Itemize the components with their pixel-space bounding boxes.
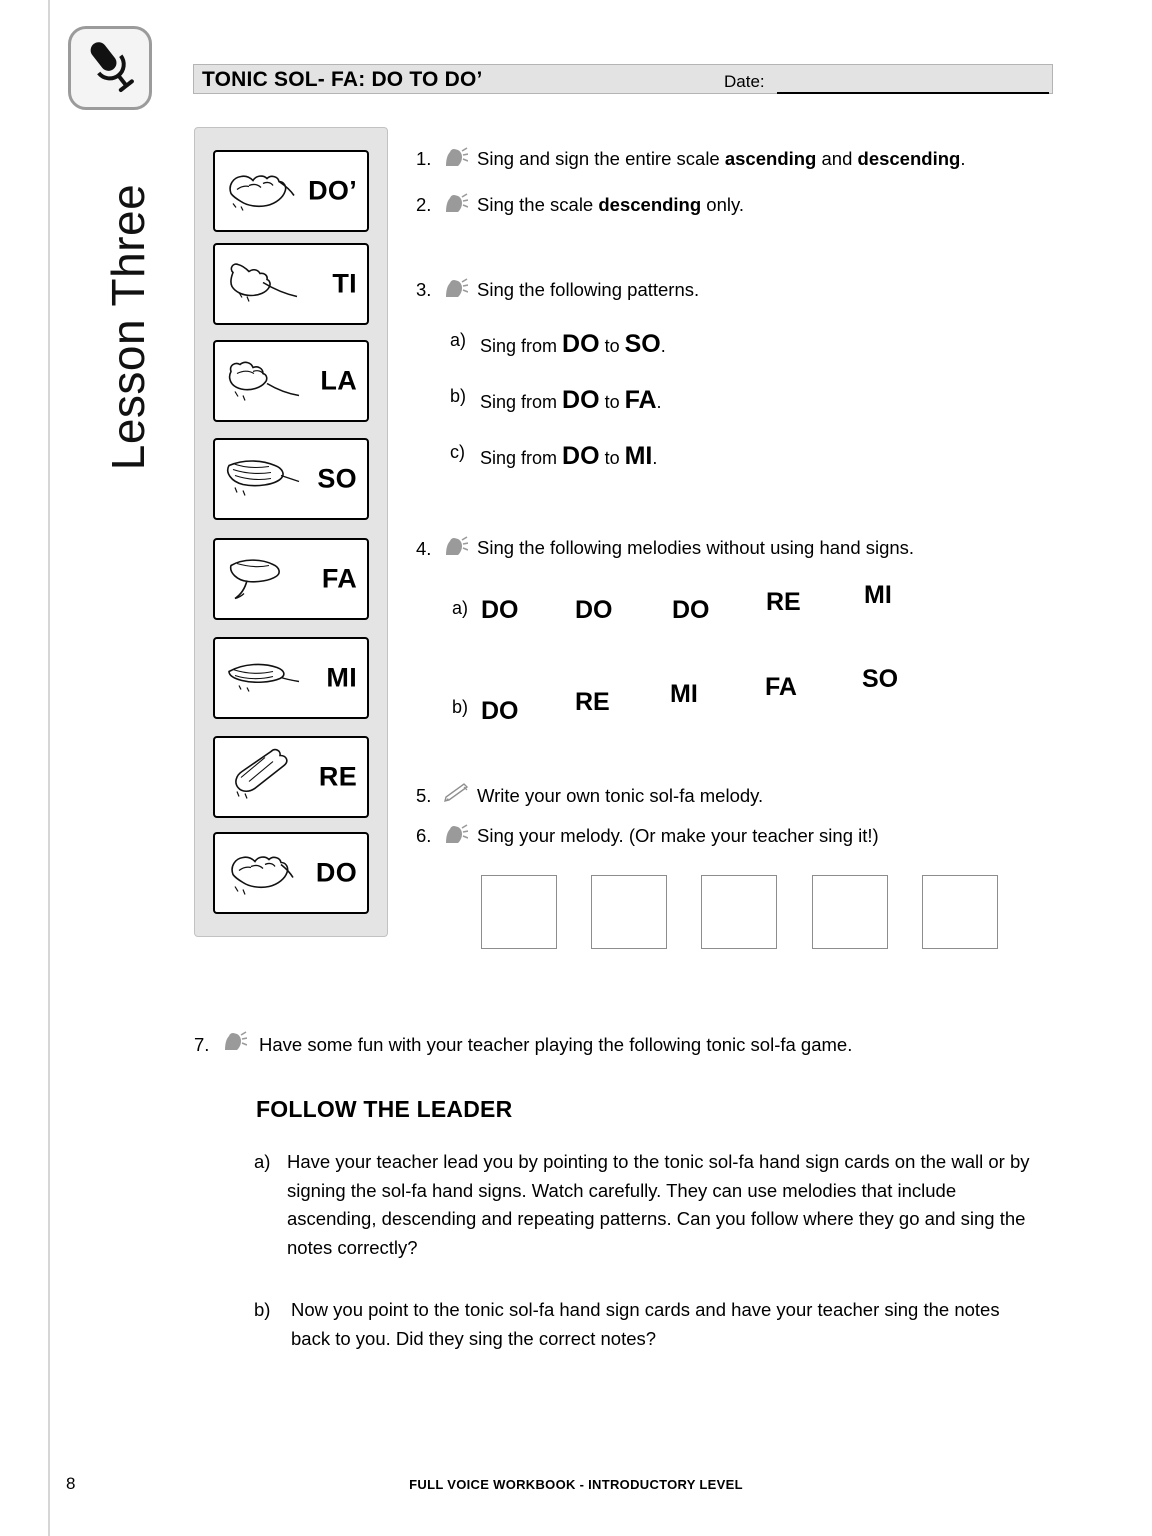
item-7-text: Have some fun with your teacher playing the following tonic sol-fa game. bbox=[259, 1034, 853, 1055]
melody-a-note-3: DO bbox=[672, 596, 710, 624]
item-7b-text: Now you point to the tonic sol-fa hand sign cards and have your teacher sing the notes back to you. Did they sing the correct notes? bbox=[291, 1299, 1000, 1349]
item-7b-letter: b) bbox=[254, 1299, 271, 1320]
melody-b-note-3: MI bbox=[670, 680, 698, 708]
item-2-text bbox=[477, 193, 997, 218]
item-3a-text bbox=[480, 330, 666, 359]
hand-sign-label: FA bbox=[321, 563, 357, 594]
item-4-number: 4. bbox=[416, 538, 432, 559]
date-label: Date: bbox=[724, 72, 765, 91]
item-3-number: 3. bbox=[416, 279, 432, 300]
singing-head-icon bbox=[442, 823, 468, 852]
item-3c-to-note: MI bbox=[624, 442, 653, 470]
item-1-text-a: Sing and sign the entire scale bbox=[477, 148, 725, 169]
item-3b-text bbox=[480, 386, 662, 415]
item-3c-pre: Sing from bbox=[480, 448, 558, 468]
item-3b-mid: to bbox=[604, 392, 620, 412]
melody-answer-box[interactable] bbox=[922, 875, 998, 949]
section-heading-follow-the-leader: FOLLOW THE LEADER bbox=[256, 1096, 513, 1122]
item-3b-end: . bbox=[656, 392, 662, 412]
hand-sign-do-high-icon bbox=[223, 160, 297, 223]
item-2-number: 2. bbox=[416, 194, 432, 215]
melody-b-note-2: RE bbox=[575, 688, 610, 716]
hand-sign-mi-icon bbox=[223, 650, 307, 707]
item-4b-letter: b) bbox=[452, 697, 469, 717]
hand-sign-card-fa bbox=[213, 538, 369, 620]
item-5-number: 5. bbox=[416, 785, 432, 806]
hand-sign-do-icon bbox=[223, 841, 303, 906]
item-1-text bbox=[477, 147, 1037, 172]
item-2-text-c: only. bbox=[701, 194, 745, 215]
hand-sign-card-mi bbox=[213, 637, 369, 719]
melody-b-note-4: FA bbox=[765, 673, 797, 701]
item-7-number: 7. bbox=[194, 1034, 210, 1055]
melody-b-note-5: SO bbox=[862, 665, 899, 693]
item-3c-letter: c) bbox=[450, 442, 465, 462]
item-3b-letter: b) bbox=[450, 386, 467, 406]
page-title: TONIC SOL- FA: DO TO DO’ bbox=[202, 68, 483, 91]
item-3c-text bbox=[480, 442, 657, 471]
melody-answer-box[interactable] bbox=[481, 875, 557, 949]
item-3c-mid: to bbox=[604, 448, 620, 468]
hand-sign-ti-icon bbox=[223, 253, 307, 316]
hand-sign-label: RE bbox=[318, 761, 357, 792]
hand-sign-card-ti bbox=[213, 243, 369, 325]
item-2-text-a: Sing the scale bbox=[477, 194, 599, 215]
item-3-text: Sing the following patterns. bbox=[477, 279, 700, 300]
melody-a-note-5: MI bbox=[864, 581, 892, 609]
hand-sign-re-icon bbox=[223, 744, 303, 811]
microphone-icon bbox=[68, 26, 152, 110]
item-1-text-b: ascending bbox=[724, 148, 817, 169]
item-6-number: 6. bbox=[416, 825, 432, 846]
hand-sign-label: LA bbox=[320, 365, 357, 396]
item-3b-to-note: FA bbox=[624, 386, 657, 414]
singing-head-icon bbox=[442, 535, 468, 564]
item-3a-mid: to bbox=[604, 336, 620, 356]
item-3a-from-note: DO bbox=[562, 330, 600, 358]
pencil-icon bbox=[441, 783, 471, 810]
hand-sign-label: DO bbox=[315, 857, 357, 888]
hand-sign-card-so bbox=[213, 438, 369, 520]
melody-answer-box[interactable] bbox=[701, 875, 777, 949]
melody-a-note-4: RE bbox=[766, 588, 801, 616]
melody-answer-box[interactable] bbox=[591, 875, 667, 949]
item-4-text: Sing the following melodies without using hand signs. bbox=[477, 537, 915, 558]
item-3b-from-note: DO bbox=[562, 386, 600, 414]
hand-sign-la-icon bbox=[223, 350, 307, 413]
singing-head-icon bbox=[221, 1030, 247, 1059]
item-7a-text: Have your teacher lead you by pointing to the tonic sol-fa hand sign cards on the wall or by signing the sol-fa hand signs. Watch carefully. They can use melodies that include ascending, descending and repeating patterns. Can you follow where they go and sing the notes correctly? bbox=[287, 1151, 1030, 1259]
melody-a-note-1: DO bbox=[481, 596, 519, 624]
singing-head-icon bbox=[442, 146, 468, 175]
item-2-text-b: descending bbox=[598, 194, 702, 215]
item-3c-end: . bbox=[652, 448, 658, 468]
item-1-text-e: . bbox=[960, 148, 966, 169]
item-5-text: Write your own tonic sol-fa melody. bbox=[477, 785, 764, 806]
left-margin-rule bbox=[48, 0, 50, 1536]
hand-sign-label: MI bbox=[326, 662, 357, 693]
date-input-line[interactable] bbox=[777, 92, 1049, 94]
item-7a-letter: a) bbox=[254, 1151, 271, 1172]
item-3a-to-note: SO bbox=[624, 330, 661, 358]
footer-text: FULL VOICE WORKBOOK - INTRODUCTORY LEVEL bbox=[409, 1477, 743, 1492]
hand-sign-card-re bbox=[213, 736, 369, 818]
item-3a-pre: Sing from bbox=[480, 336, 558, 356]
hand-sign-card-do bbox=[213, 832, 369, 914]
singing-head-icon bbox=[442, 192, 468, 221]
item-3a-end: . bbox=[660, 336, 666, 356]
item-4a-letter: a) bbox=[452, 598, 469, 618]
hand-sign-fa-icon bbox=[223, 548, 303, 611]
melody-b-note-1: DO bbox=[481, 697, 519, 725]
item-1-text-d: descending bbox=[857, 148, 961, 169]
item-6-text: Sing your melody. (Or make your teacher sing it!) bbox=[477, 825, 879, 846]
hand-sign-card-do-high bbox=[213, 150, 369, 232]
melody-answer-box[interactable] bbox=[812, 875, 888, 949]
item-1-number: 1. bbox=[416, 148, 432, 169]
singing-head-icon bbox=[442, 277, 468, 306]
item-1-text-c: and bbox=[816, 148, 858, 169]
item-3c-from-note: DO bbox=[562, 442, 600, 470]
hand-sign-so-icon bbox=[223, 448, 307, 511]
lesson-title: Lesson Three bbox=[102, 183, 154, 471]
hand-sign-label: DO’ bbox=[308, 175, 357, 206]
item-3b-pre: Sing from bbox=[480, 392, 558, 412]
item-3a-letter: a) bbox=[450, 330, 467, 350]
page-number: 8 bbox=[66, 1474, 76, 1493]
hand-sign-card-la bbox=[213, 340, 369, 422]
hand-sign-label: SO bbox=[317, 463, 357, 494]
hand-sign-label: TI bbox=[332, 268, 357, 299]
melody-a-note-2: DO bbox=[575, 596, 613, 624]
